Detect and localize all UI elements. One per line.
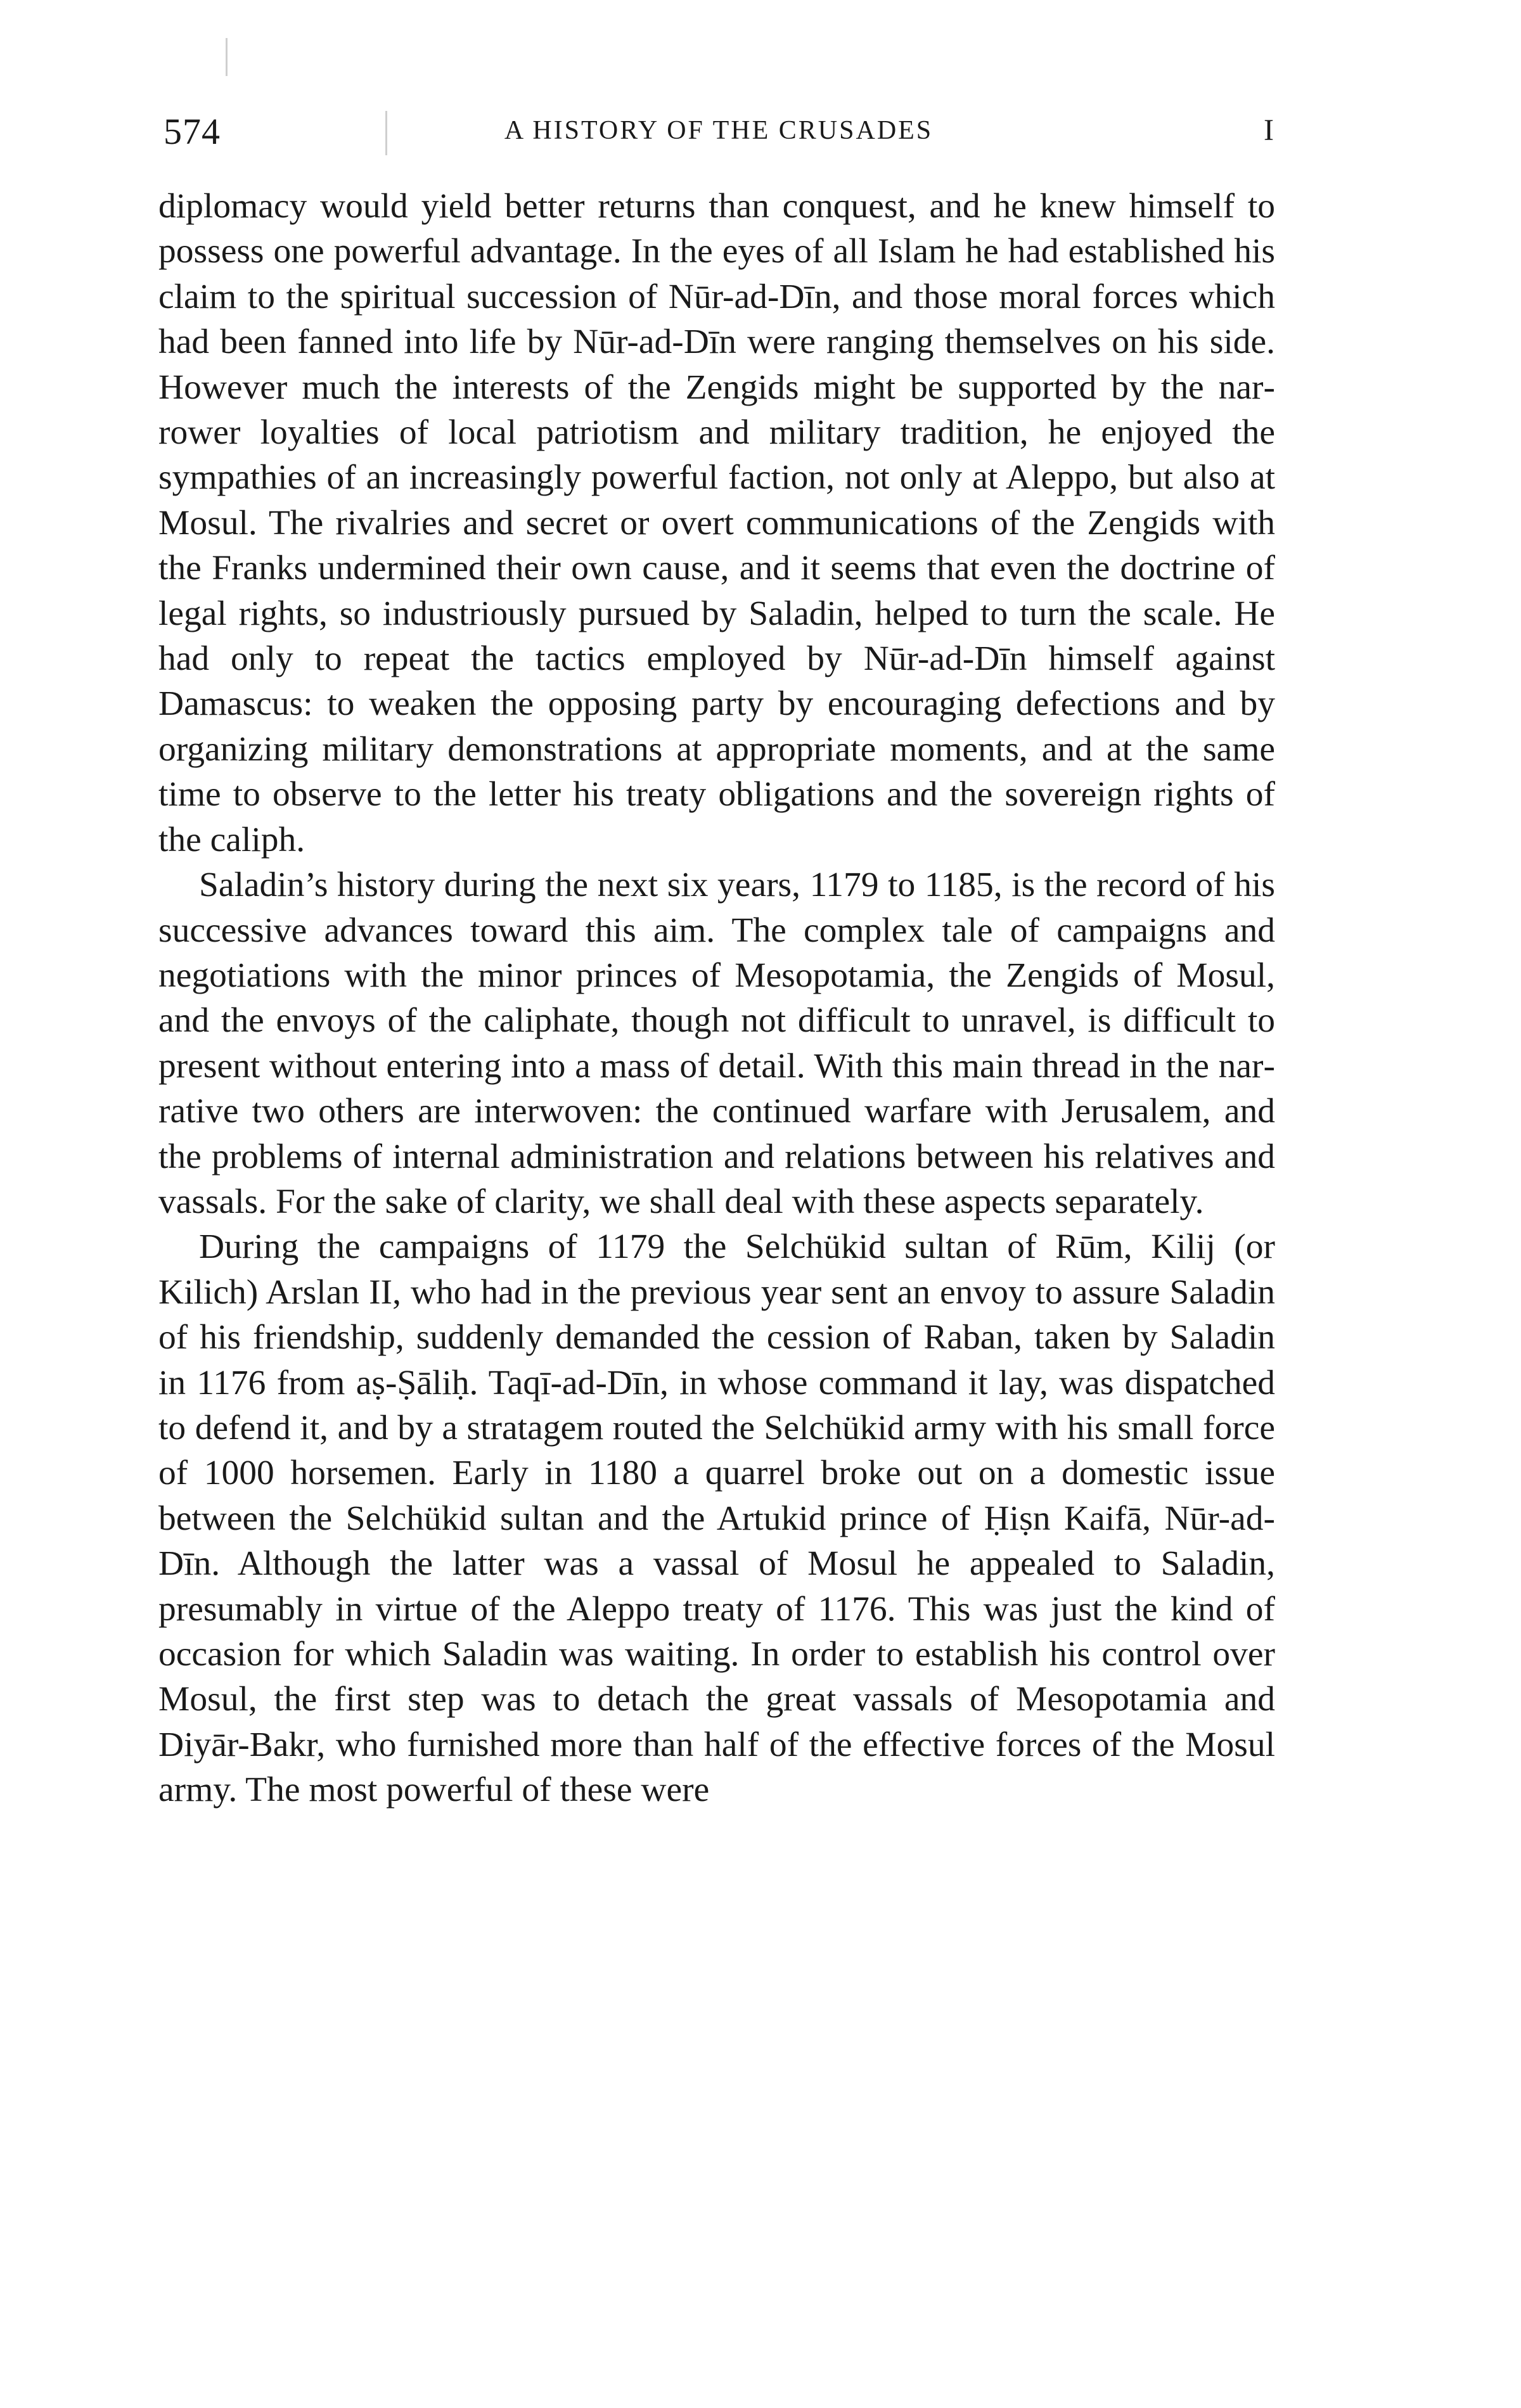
page-number: 574: [164, 111, 221, 152]
paragraph-1: diplomacy would yield better returns than conquest, and he knew himself to possess one powerful advantage. In the eyes of all Islam he had established his claim to the spiritual succession of Nūr-ad-Dīn, and those moral forces which had been fanned into life by Nūr-ad-Dīn were ranging themselves on his side. However much the interests of the Zengids might be supported by the narrower loyalties of local patriotism and military tradition, he enjoyed the sympathies of an increasingly powerful faction, not only at Aleppo, but also at Mosul. The rivalries and secret or overt communications of the Zengids with the Franks undermined their own cause, and it seems that even the doctrine of legal rights, so industriously pursued by Saladin, helped to turn the scale. He had only to repeat the tactics employed by Nūr-ad-Dīn himself against Damascus: to weaken the opposing party by encouraging defections and by organizing military demonstrations at appropriate moments, and at the same time to observe to the letter his treaty obligations and the sovereign rights of the caliph.: [158, 187, 1275, 859]
paragraph-3: During the campaigns of 1179 the Selchükid sultan of Rūm, Kilij (or Kilich) Arslan II, who had in the previous year sent an envoy to assure Saladin of his friendship, suddenly demanded the cession of Raban, taken by Saladin in 1176 from aṣ-Ṣāliḥ. Taqī-ad-Dīn, in whose command it lay, was dispatched to defend it, and by a stratagem routed the Selchükid army with his small force of 1000 horsemen. Early in 1180 a quarrel broke out on a domestic issue between the Selchükid sultan and the Artukid prince of Ḥiṣn Kaifā, Nūr-ad-Dīn. Although the latter was a vassal of Mosul he appealed to Saladin, presumably in virtue of the Aleppo treaty of 1176. This was just the kind of occasion for which Saladin was waiting. In order to establish his control over Mosul, the first step was to detach the great vassals of Mesopotamia and Diyār-Bakr, who furnished more than half of the effective forces of the Mosul army. The most powerful of these were: [158, 1227, 1275, 1810]
body-text: [158, 184, 1275, 1813]
running-title: A HISTORY OF THE CRUSADES: [504, 116, 934, 145]
chapter-number: I: [1264, 113, 1274, 147]
scan-mark: [385, 111, 387, 155]
paragraph-2: Saladin’s history during the next six years, 1179 to 1185, is the record of his successive advances toward this aim. The complex tale of campaigns and negotiations with the minor princes of Mesopotamia, the Zengids of Mosul, and the envoys of the caliphate, though not difficult to unravel, is difficult to present without entering into a mass of detail. With this main thread in the narrative two others are interwoven: the continued warfare with Jerusalem, and the problems of internal administration and relations between his relatives and vassals. For the sake of clarity, we shall deal with these aspects separately.: [158, 866, 1275, 1221]
running-head: [164, 101, 1274, 158]
scan-mark: [226, 38, 228, 76]
